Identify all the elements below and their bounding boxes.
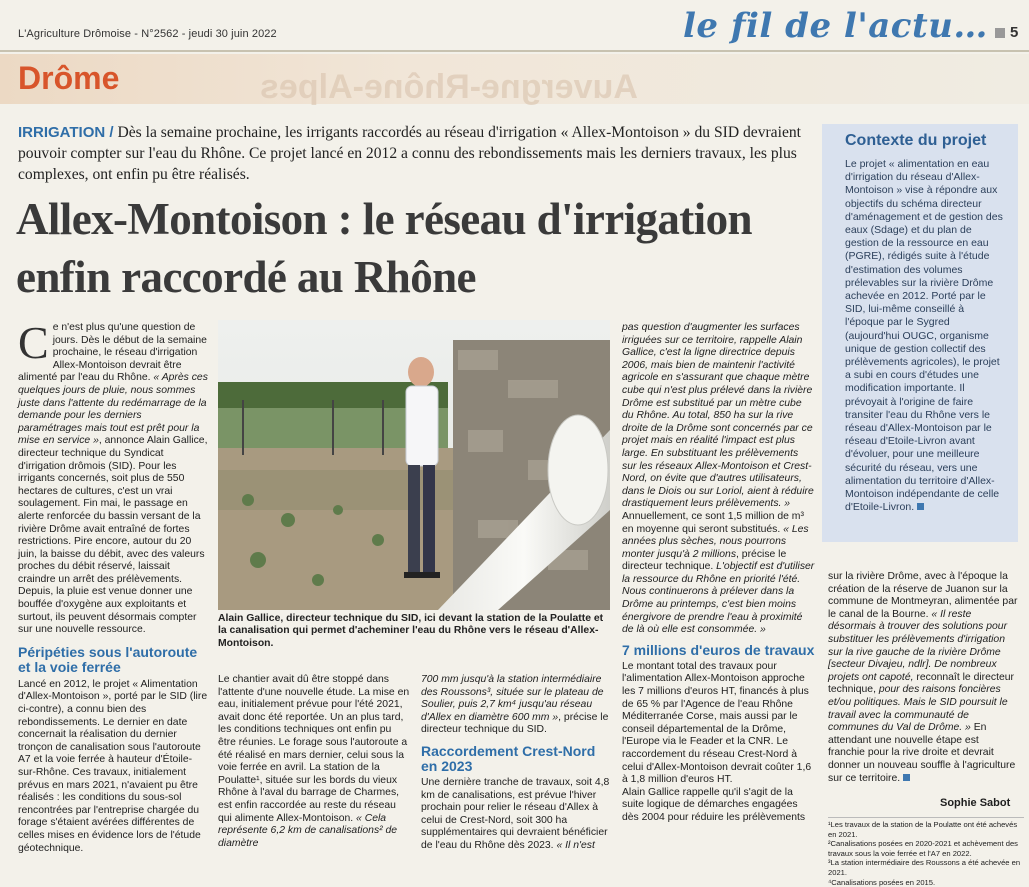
region-title: Drôme bbox=[18, 60, 120, 96]
footnotes bbox=[828, 817, 1024, 887]
section-banner: le fil de l'actu… bbox=[683, 6, 988, 46]
intro-paragraph bbox=[18, 317, 208, 637]
crest-nord-text: Une dernière tranche de travaux, soit 4,8 km de canalisations, est prévue l'hiver prochain pour relier le réseau d'Allex à celui de Crest-Nord, soit 300 ha supplémentaires qui devraient bénéficier de l'eau du Rhône dès 2023. bbox=[421, 776, 610, 851]
conclusion-lead: sur la rivière Drôme, avec à l'époque la création de la réserve de Juanon sur la commune de Montmeyran, alimentée par le canal de la Bourne. bbox=[828, 571, 1018, 620]
conclusion-mid: reconnaît le directeur technique, bbox=[828, 671, 1014, 696]
conclusion-quote-end: pour des raisons foncières et/ou politiques. Mais le SID poursuit le travail avec la communauté de communes du Val de Drôme. » bbox=[828, 684, 1008, 734]
subhead-peripeties: Péripéties sous l'autoroute et la voie ferrée bbox=[18, 643, 198, 675]
chantier-quote: « Cela représente 6,2 km de canalisations² de diamètre bbox=[218, 812, 398, 849]
sidebar-text bbox=[845, 158, 1005, 514]
demarches-paragraph: Alain Gallice rappelle qu'il s'agit de la suite logique de démarches engagées dès 2004 pour réduire les prélèvements bbox=[622, 786, 806, 823]
end-square-icon bbox=[917, 503, 924, 510]
substitution-mid: , précise le directeur technique. bbox=[622, 548, 787, 573]
end-square-icon bbox=[903, 774, 910, 781]
lead-paragraph bbox=[18, 122, 813, 185]
page-number-box bbox=[995, 24, 1018, 41]
page-marker-icon bbox=[995, 28, 1005, 38]
article-photo bbox=[218, 320, 610, 610]
substitution-paragraph bbox=[622, 511, 815, 637]
chantier-paragraph bbox=[218, 674, 411, 850]
author-signature: Sophie Sabot bbox=[940, 797, 1011, 809]
masthead: L'Agriculture Drômoise - N°2562 - jeudi 30 juin 2022 bbox=[18, 28, 277, 40]
gallice-quote: pas question d'augmenter les surfaces irriguées sur ce territoire, rappelle Alain Gallice, c'est la ligne directrice depuis 2006, mais bien de maintenir l'activité agricole en s'assurant que chaque mètre cube qui n'est plus prélevé dans la rivière Drôme est substitué par un mètre cube du Rhône. Au total, 850 ha sur la rive droite de la Drôme sont concernés par ce projet mais en réalité l'impact est plus large. En substituant les prélèvements sur les réseaux Allex-Montoison et Crest-Nord, on évite que d'autres utilisateurs, dans le Diois ou sur Loriol, aient à réduire drastiquement leurs prélèvements. » bbox=[622, 322, 814, 510]
roussons-paragraph bbox=[421, 674, 611, 737]
page-number: 5 bbox=[1010, 24, 1019, 41]
footnote: ¹Les travaux de la station de la Poulatte ont été achevés en 2021. bbox=[828, 820, 1018, 839]
substitution-quote: « Les années plus sèches, nous pourrons monter jusqu'à 2 millions bbox=[622, 523, 809, 560]
budget-paragraph: Le montant total des travaux pour l'alimentation Allex-Montoison approche les 7 millions d'euros HT, financés à plus de 65 % par l'Agence de l'eau Rhône Méditerranée Corse, mais aussi par le conseil départemental de la Drôme, l'Europe via le Feader et la CNR. Le raccordement du réseau Crest-Nord à celui d'Allex-Montoison devrait coûter 1,6 à 1,8 million d'euros HT. bbox=[622, 660, 812, 786]
photo-caption: Alain Gallice, directeur technique du SID, ici devant la station de la Poulatte et la canalisation qui permet d'acheminer l'eau du Rhône vers le réseau d'Allex-Montoison. bbox=[218, 613, 604, 649]
crest-nord-paragraph bbox=[421, 777, 611, 853]
column-5 bbox=[828, 571, 1018, 785]
lead-keyword: IRRIGATION / bbox=[18, 124, 114, 141]
intro-lead: e n'est plus qu'une question de jours. Dès le début de la semaine prochaine, le réseau d'irrigation Allex-Montoison devrait être alimenté par l'eau du Rhône. bbox=[18, 322, 207, 384]
dropcap: C bbox=[18, 317, 49, 368]
footnote: ²Canalisations posées en 2020-2021 et achèvement des travaux sous la voie ferrée et l'A7 en 2022. bbox=[828, 839, 1018, 858]
conclusion-quote: « Il reste désormais à trouver des solutions pour substituer les prélèvements d'irrigation sur la rive gauche de la rivière Drôme [secteur Divajeu, ndlr]. De nombreux projets ont capoté, bbox=[828, 608, 1008, 683]
substitution-lead: Annuellement, ce sont 1,5 million de m³ en moyenne qui seront substitués. bbox=[622, 510, 804, 535]
sidebar-body: Le projet « alimentation en eau d'irrigation du réseau d'Allex-Montoison » vise à répondre aux objectifs du schéma directeur d'aménagement et de gestion des eaux (Sdage) et du plan de gestion de la ressource en eau (PGRE), rédigés suite à l'étude d'estimation des volumes prélevables sur la rivière Drôme achevée en 2012. Porté par le SID, lui-même conseillé à l'époque par le Sygred (aujourd'hui OUGC, organisme unique de gestion collectif des prélèvements agricoles), le projet a subi en cours d'études une modification importante. Il prévoyait à l'origine de faire transiter l'eau du Rhône vers le réseau d'Allex-Montoison par le réseau d'Etoile-Livron avant d'évoluer, pour une meilleure sécurité du réseau, vers une alimentation du territoire d'Allex-Montoison indépendante de celle d'Etoile-Livron. bbox=[845, 158, 1003, 514]
peripeties-paragraph: Lancé en 2012, le projet « Alimentation d'Allex-Montoison », porté par le SID (lire ci-contre), a connu bien des rebondissements. Le dernier en date concernait la réalisation du dernier tronçon de canalisation sous l'autoroute A7 et la voie ferrée à hauteur d'Étoile-sur-Rhône. Ces travaux, initialement prévus en mars 2021, n'avaient pu être réalisés : les conditions du sous-sol rencontrées par l'entreprise chargée du forage s'étaient avérées différentes de celles mises en évidence lors de l'étude géotechnique. bbox=[18, 678, 208, 854]
chantier-text: Le chantier avait dû être stoppé dans l'attente d'une nouvelle étude. La mise en eau, initialement prévue pour l'été 2021, avait donc été reportée. Un an plus tard, les conditions techniques ont enfin pu être réunies. Le forage sous l'autoroute a été réalisé en mars dernier, celui sous la voie ferrée en avril. La station de la Poulatte¹, située sur les bords du vieux Rhône à l'aval du barrage de Charmes, est enfin raccordée au reste du réseau qui alimente Allex-Montoison. bbox=[218, 674, 410, 824]
lead-text: Dès la semaine prochaine, les irrigants raccordés au réseau d'irrigation « Allex-Montoison » du SID devraient pouvoir compter sur l'eau du Rhône. Ce projet lancé en 2012 a connu des rebondissements mais les derniers travaux, les plus complexes, ont enfin pu être réalisés. bbox=[18, 124, 801, 183]
conclusion-end: En attendant une nouvelle étape est franchie pour la rive droite et devrait donner un nouveau souffle à l'agriculture sur ce territoire. bbox=[828, 722, 1016, 784]
substitution-quote-end: L'objectif est d'utiliser la ressource du Rhône en priorité l'été. Nous continuerons à prélever dans la Drôme au printemps, c'est bien moins énergivore de prendre l'eau à proximité de là où elle est consommée. » bbox=[622, 561, 815, 636]
sidebar-title: Contexte du projet bbox=[845, 132, 987, 149]
region-ghost-text: Auvergne-Rhône-Alpes bbox=[260, 68, 638, 106]
article-headline: Allex-Montoison : le réseau d'irrigation enfin raccordé au Rhône bbox=[16, 194, 752, 302]
footnote: ⁴Canalisations posées en 2015. bbox=[828, 877, 936, 887]
column-2 bbox=[218, 674, 411, 850]
station-photo-illustration bbox=[218, 320, 610, 610]
roussons-quote: 700 mm jusqu'à la station intermédiaire des Roussons³, située sur le plateau de Soulier, puis 2,7 km⁴ jusqu'au réseau d'Allex en diamètre 600 mm » bbox=[421, 674, 604, 723]
header-rule bbox=[0, 50, 1029, 52]
conclusion-paragraph bbox=[828, 571, 1018, 785]
roussons-rest: , précise le directeur technique du SID. bbox=[421, 711, 609, 736]
intro-quote: « Après ces quelques jours de pluie, nous sommes juste dans l'attente du redémarrage de la demande pour les derniers paramétrages mais tout est prêt pour la mise en service » bbox=[18, 372, 208, 447]
column-3 bbox=[421, 674, 611, 853]
crest-nord-quote: « Il n'est bbox=[556, 839, 595, 851]
column-4 bbox=[622, 322, 815, 825]
intro-rest: , annonce Alain Gallice, directeur technique du Syndicat d'irrigation drômois (SID). Pour les irrigants concernés, soit plus de 550 hectares de cultures, c'est un vrai soulagement. Fin mai, le passage en alerte renforcée du bassin versant de la rivière Drôme avait entraîné de fortes restrictions. Pire encore, autour du 20 juin, la baisse du débit, avec des valeurs proches du débit réservé, laissait craindre un arrêt des prélèvements. Depuis, la pluie est venue donner une bouffée d'oxygène aux exploitants et surtout, ils peuvent désormais compter sur une nouvelle ressource. bbox=[18, 435, 208, 636]
subhead-millions: 7 millions d'euros de travaux bbox=[622, 641, 815, 658]
column-1 bbox=[18, 317, 208, 855]
subhead-crest-nord: Raccordement Crest-Nord en 2023 bbox=[421, 742, 596, 774]
footnote: ³La station intermédiaire des Roussons a été achevée en 2021. bbox=[828, 858, 1021, 877]
footnotes-rule bbox=[828, 817, 1024, 818]
